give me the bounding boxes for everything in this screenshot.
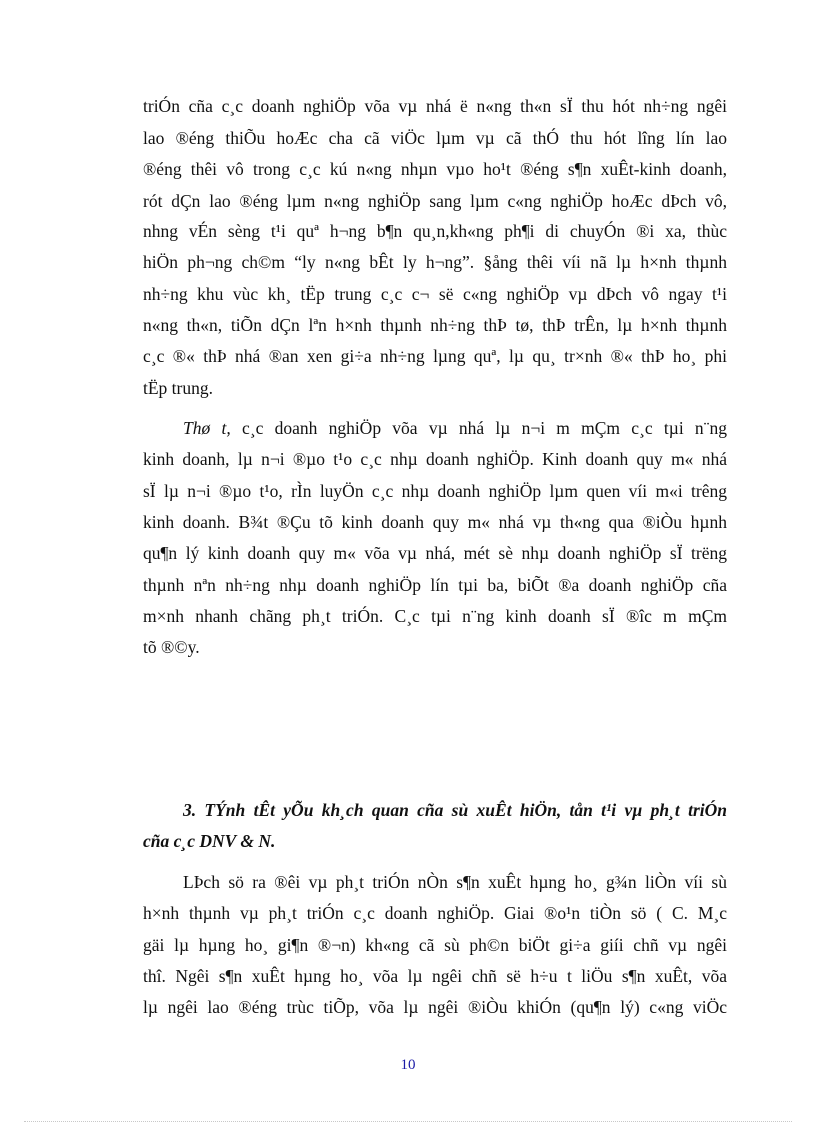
body-line: thî. Ngêi s¶n xuÊt hµng ho¸ võa lµ ngêi chñ së h÷u t liÖu s¶n xuÊt, võa — [143, 966, 727, 986]
body-line: triÓn cña c¸c doanh nghiÖp võa vµ nhá ë n«ng th«n sÏ thu hót nh÷ng ngêi — [143, 96, 727, 116]
section-heading: 3. TÝnh tÊt yÕu kh¸ch quan cña sù xuÊt hiÖn, tån t¹i vµ ph¸t triÓn — [183, 800, 727, 820]
body-line: hiÖn ph¬ng ch©m “ly n«ng bÊt ly h¬ng”. §ång thêi víi nã lµ h×nh thµnh — [143, 252, 727, 272]
body-line: n«ng th«n, tiÕn dÇn lªn h×nh thµnh nh÷ng thÞ tø, thÞ trÊn, lµ h×nh thµnh — [143, 315, 727, 335]
body-line: ®éng thêi vô trong c¸c kú n«ng nhµn vµo ho¹t ®éng s¶n xuÊt-kinh doanh, — [143, 159, 727, 179]
body-line: gäi lµ hµng ho¸ gi¶n ®¬n) kh«ng cã sù ph©n biÖt gi÷a giíi chñ vµ ngêi — [143, 935, 727, 955]
body-line: thµnh nªn nh÷ng nhµ doanh nghiÖp lín tµi ba, biÕt ®a doanh nghiÖp cña — [143, 575, 727, 595]
body-line: LÞch sö ra ®êi vµ ph¸t triÓn nÒn s¶n xuÊt hµng ho¸ g¾n liÒn víi sù — [183, 872, 727, 892]
body-line: sÏ lµ n¬i ®µo t¹o, rÌn luyÖn c¸c nhµ doanh nghiÖp lµm quen víi m«i trêng — [143, 481, 727, 501]
body-line: qu¶n lý kinh doanh quy m« võa vµ nhá, mét sè nhµ doanh nghiÖp sÏ trëng — [143, 543, 727, 563]
body-line: kinh doanh, lµ n¬i ®µo t¹o c¸c nhµ doanh nghiÖp. Kinh doanh quy m« nhá — [143, 449, 727, 469]
section-heading: cña c¸c DNV & N. — [143, 831, 276, 851]
body-line: tËp trung. — [143, 378, 213, 398]
body-line: lao ®éng thiÕu hoÆc cha cã viÖc lµm vµ cã thÓ thu hót lîng lín lao — [143, 128, 727, 148]
body-line: rót dÇn lao ®éng lµm n«ng nghiÖp sang lµm c«ng nghiÖp hoÆc dÞch vô, — [143, 191, 727, 211]
body-line: h×nh thµnh vµ ph¸t triÓn c¸c doanh nghiÖp. Giai ®o¹n tiÒn sö ( C. M¸c — [143, 903, 727, 923]
body-line — [183, 418, 727, 438]
footer-dotted-rule — [24, 1121, 792, 1122]
page-number: 10 — [400, 1057, 416, 1073]
body-line: nh÷ng khu vùc kh¸ tËp trung c¸c c¬ së c«ng nghiÖp vµ dÞch vô ngay t¹i — [143, 284, 727, 304]
body-line: m×nh nhanh chãng ph¸t triÓn. C¸c tµi n¨ng kinh doanh sÏ ®îc m mÇm — [143, 606, 727, 626]
lead-italic: Thø t, — [183, 418, 231, 438]
body-line: lµ ngêi lao ®éng trùc tiÕp, võa lµ ngêi ®iÒu khiÓn (qu¶n lý) c«ng viÖc — [143, 997, 727, 1017]
body-line: c¸c ®« thÞ nhá ®an xen gi÷a nh÷ng lµng quª, lµ qu¸ tr×nh ®« thÞ ho¸ phi — [143, 346, 727, 366]
body-line: tõ ®©y. — [143, 637, 200, 657]
body-line: kinh doanh. B¾t ®Çu tõ kinh doanh quy m« nhá vµ th«ng qua ®iÒu hµnh — [143, 512, 727, 532]
body-line-text: c¸c doanh nghiÖp võa vµ nhá lµ n¬i m mÇm c¸c tµi n¨ng — [241, 418, 728, 438]
body-line: nhng vÉn sèng t¹i quª h¬ng b¶n qu¸n,kh«ng ph¶i di chuyÓn ®i xa, thùc — [143, 221, 727, 241]
